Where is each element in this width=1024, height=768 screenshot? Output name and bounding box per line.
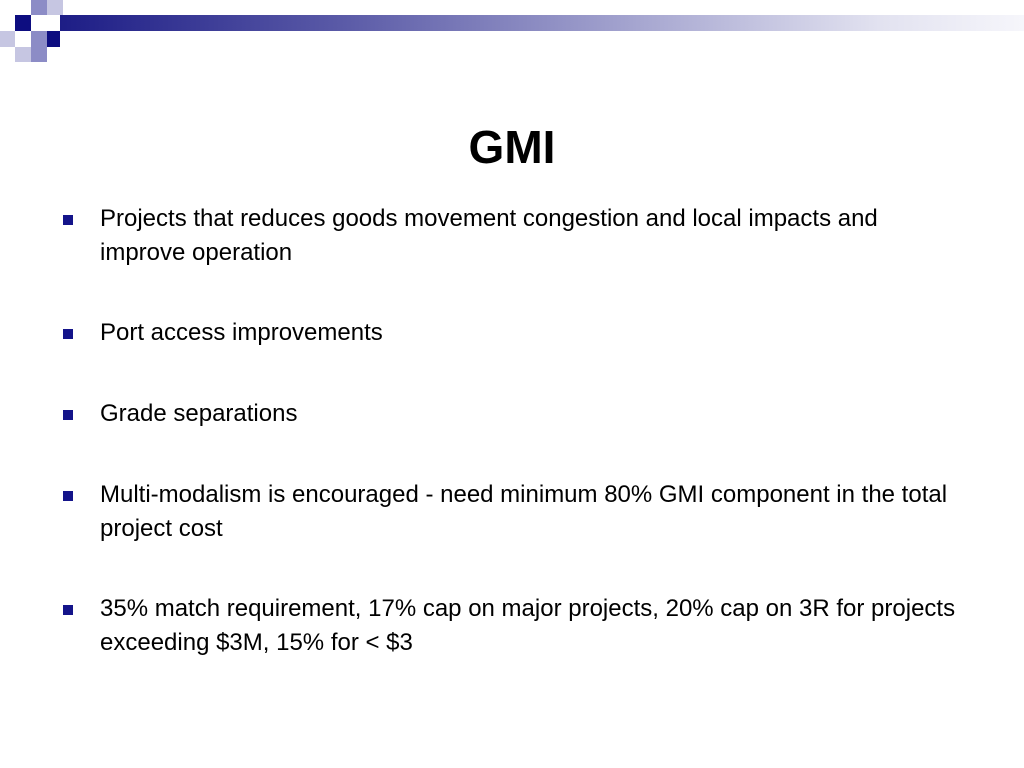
- corner-square: [31, 47, 47, 62]
- corner-square: [15, 47, 31, 62]
- bullet-text: 35% match requirement, 17% cap on major projects, 20% cap on 3R for projects exceeding $3M, 15% for < $3: [100, 595, 956, 656]
- square-bullet-icon: [63, 491, 73, 501]
- square-bullet-icon: [63, 410, 73, 420]
- corner-square: [47, 0, 63, 15]
- square-bullet-icon: [63, 329, 73, 339]
- corner-square: [31, 0, 47, 15]
- square-bullet-icon: [63, 215, 73, 225]
- bullet-item: [60, 316, 960, 350]
- corner-square: [31, 31, 47, 47]
- bullet-text: Projects that reduces goods movement congestion and local impacts and improve operation: [100, 205, 878, 266]
- corner-square: [47, 31, 60, 47]
- bullet-text: Port access improvements: [100, 319, 383, 346]
- bullet-text: Multi-modalism is encouraged - need minimum 80% GMI component in the total project cost: [100, 481, 948, 542]
- header-gradient-bar: [60, 15, 1024, 31]
- corner-square: [0, 31, 15, 47]
- square-bullet-icon: [63, 605, 73, 615]
- bullet-text: Grade separations: [100, 400, 298, 427]
- corner-square: [15, 15, 31, 31]
- bullet-item: [60, 397, 960, 431]
- bullet-item: [60, 478, 960, 546]
- bullet-item: [60, 592, 960, 660]
- corner-decoration: [0, 0, 100, 70]
- slide-title: GMI: [468, 120, 556, 173]
- bullet-item: [60, 202, 960, 270]
- bullet-list: [60, 202, 960, 706]
